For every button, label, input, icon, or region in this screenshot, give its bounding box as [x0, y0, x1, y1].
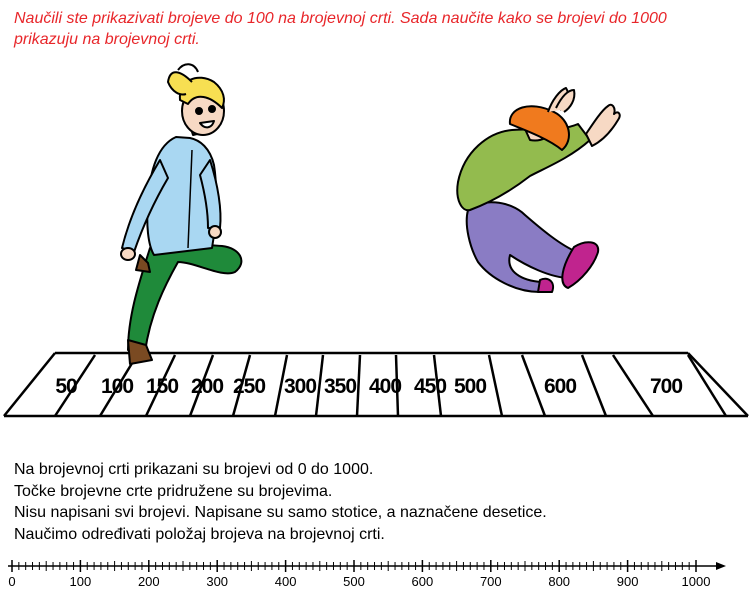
hopscotch-label: 600	[543, 375, 577, 398]
hopscotch-label: 50	[55, 375, 77, 398]
body-text	[14, 459, 734, 545]
number-line-label: 1000	[681, 574, 711, 589]
hopscotch-label: 300	[283, 375, 317, 398]
hopscotch-label: 100	[100, 375, 134, 398]
number-line-labels	[8, 574, 710, 589]
number-line-label: 400	[274, 574, 297, 589]
body-line: Naučimo određivati položaj brojeva na brojevnoj crti.	[14, 525, 385, 543]
hopscotch-label: 700	[649, 375, 683, 398]
number-line-label: 100	[69, 574, 92, 589]
hopscotch-label: 250	[232, 375, 266, 398]
body-line: Nisu napisani svi brojevi. Napisane su samo stotice, a naznačene desetice.	[14, 504, 547, 521]
hopscotch-label: 450	[413, 375, 447, 398]
body-line: Na brojevnoj crti prikazani su brojevi od 0 do 1000.	[14, 461, 374, 478]
number-line-label: 800	[548, 574, 571, 589]
hopscotch-label: 150	[145, 375, 179, 398]
number-line-label: 600	[411, 574, 434, 589]
hopscotch-label: 200	[190, 375, 224, 398]
girl-hopping-illustration	[121, 64, 241, 364]
body-line: Točke brojevne crte pridružene su brojevima.	[14, 482, 333, 500]
number-line-label: 900	[616, 574, 639, 589]
boy-jumping-illustration	[457, 88, 619, 292]
number-line-label: 700	[479, 574, 502, 589]
number-line-ticks	[12, 560, 696, 572]
hopscotch-label: 350	[323, 375, 357, 398]
hopscotch-label: 400	[368, 375, 402, 398]
number-line	[0, 552, 750, 596]
number-line-label: 0	[8, 574, 16, 589]
number-line-arrow	[716, 562, 726, 570]
hopscotch-illustration	[0, 60, 750, 420]
number-line-label: 300	[206, 574, 229, 589]
number-line-label: 200	[137, 574, 160, 589]
hopscotch-label: 500	[453, 375, 487, 398]
hopscotch-labels	[55, 375, 682, 398]
intro-text: Naučili ste prikazivati brojeve do 100 na brojevnoj crti. Sada naučite kako se brojevi do 1000 prikazuju na brojevnoj crti.	[14, 10, 667, 48]
number-line-label: 500	[343, 574, 365, 589]
